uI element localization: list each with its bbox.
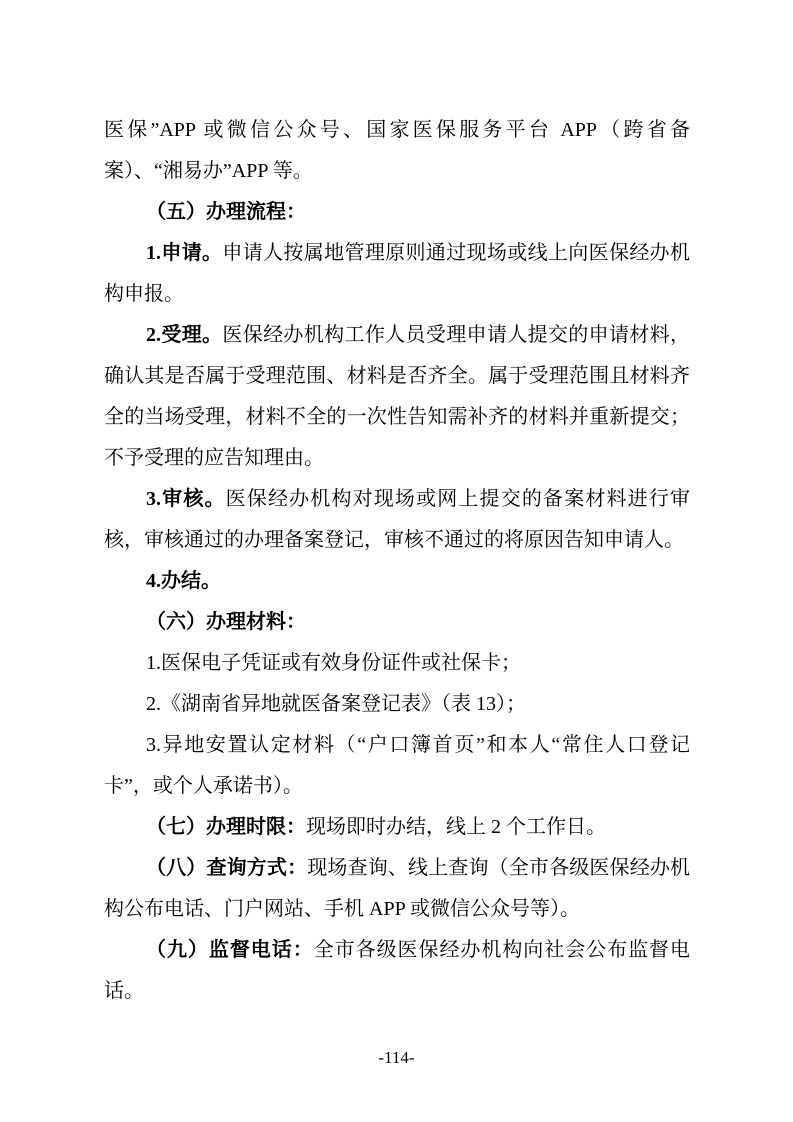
text-run: 1.医保电子凭证或有效身份证件或社保卡； [146,652,521,674]
paragraph [104,684,690,725]
bold-run: （六）办理材料： [146,611,306,633]
bold-run: 4.办结。 [146,570,221,592]
text-run: 现场即时办结，线上 2 个工作日。 [306,816,606,838]
text-run: 3.异地安置认定材料（“户口簿首页”和本人“常住人口登记卡”，或个人承诺书）。 [104,734,690,797]
page-number: -114- [378,1048,415,1067]
bold-run: 3.审核。 [146,488,226,510]
text-run: 医保经办机构工作人员受理申请人提交的申请材料，确认其是否属于受理范围、材料是否齐全。属于受理范围且材料齐全的当场受理，材料不全的一次性告知需补齐的材料并重新提交；不予受理的应告知理由。 [104,324,691,469]
bold-run: （九）监督电话： [146,939,314,961]
paragraph [104,479,690,561]
bold-run: 1.申请。 [146,242,223,264]
paragraph [104,643,690,684]
paragraph [104,807,690,848]
paragraph [104,848,690,930]
bold-run: （八）查询方式： [146,857,308,879]
bold-run: 2.受理。 [146,324,223,346]
bold-run: （七）办理时限： [146,816,306,838]
bold-run: （五）办理流程： [146,201,306,223]
paragraph [104,930,690,1012]
text-run: 2.《湖南省异地就医备案登记表》（表 13）； [146,693,526,715]
paragraph [104,561,690,602]
paragraph [104,192,690,233]
paragraph [104,233,690,315]
text-run: 现场查询、线上查询（全市各级医保经办机构公布电话、门户网站、手机 APP 或微信公众号等）。 [104,857,691,920]
text-run: 全市各级医保经办机构向社会公布监督电话。 [104,939,691,1002]
document-body [104,110,690,1012]
text-run: 申请人按属地管理原则通过现场或线上向医保经办机构申报。 [104,242,691,305]
paragraph [104,315,690,479]
paragraph [104,725,690,807]
paragraph [104,110,690,192]
text-run: 医保经办机构对现场或网上提交的备案材料进行审核，审核通过的办理备案登记，审核不通过的将原因告知申请人。 [104,488,691,551]
text-run: 医保”APP 或微信公众号、国家医保服务平台 APP（跨省备案）、“湘易办”APP 等。 [104,119,690,182]
paragraph [104,602,690,643]
